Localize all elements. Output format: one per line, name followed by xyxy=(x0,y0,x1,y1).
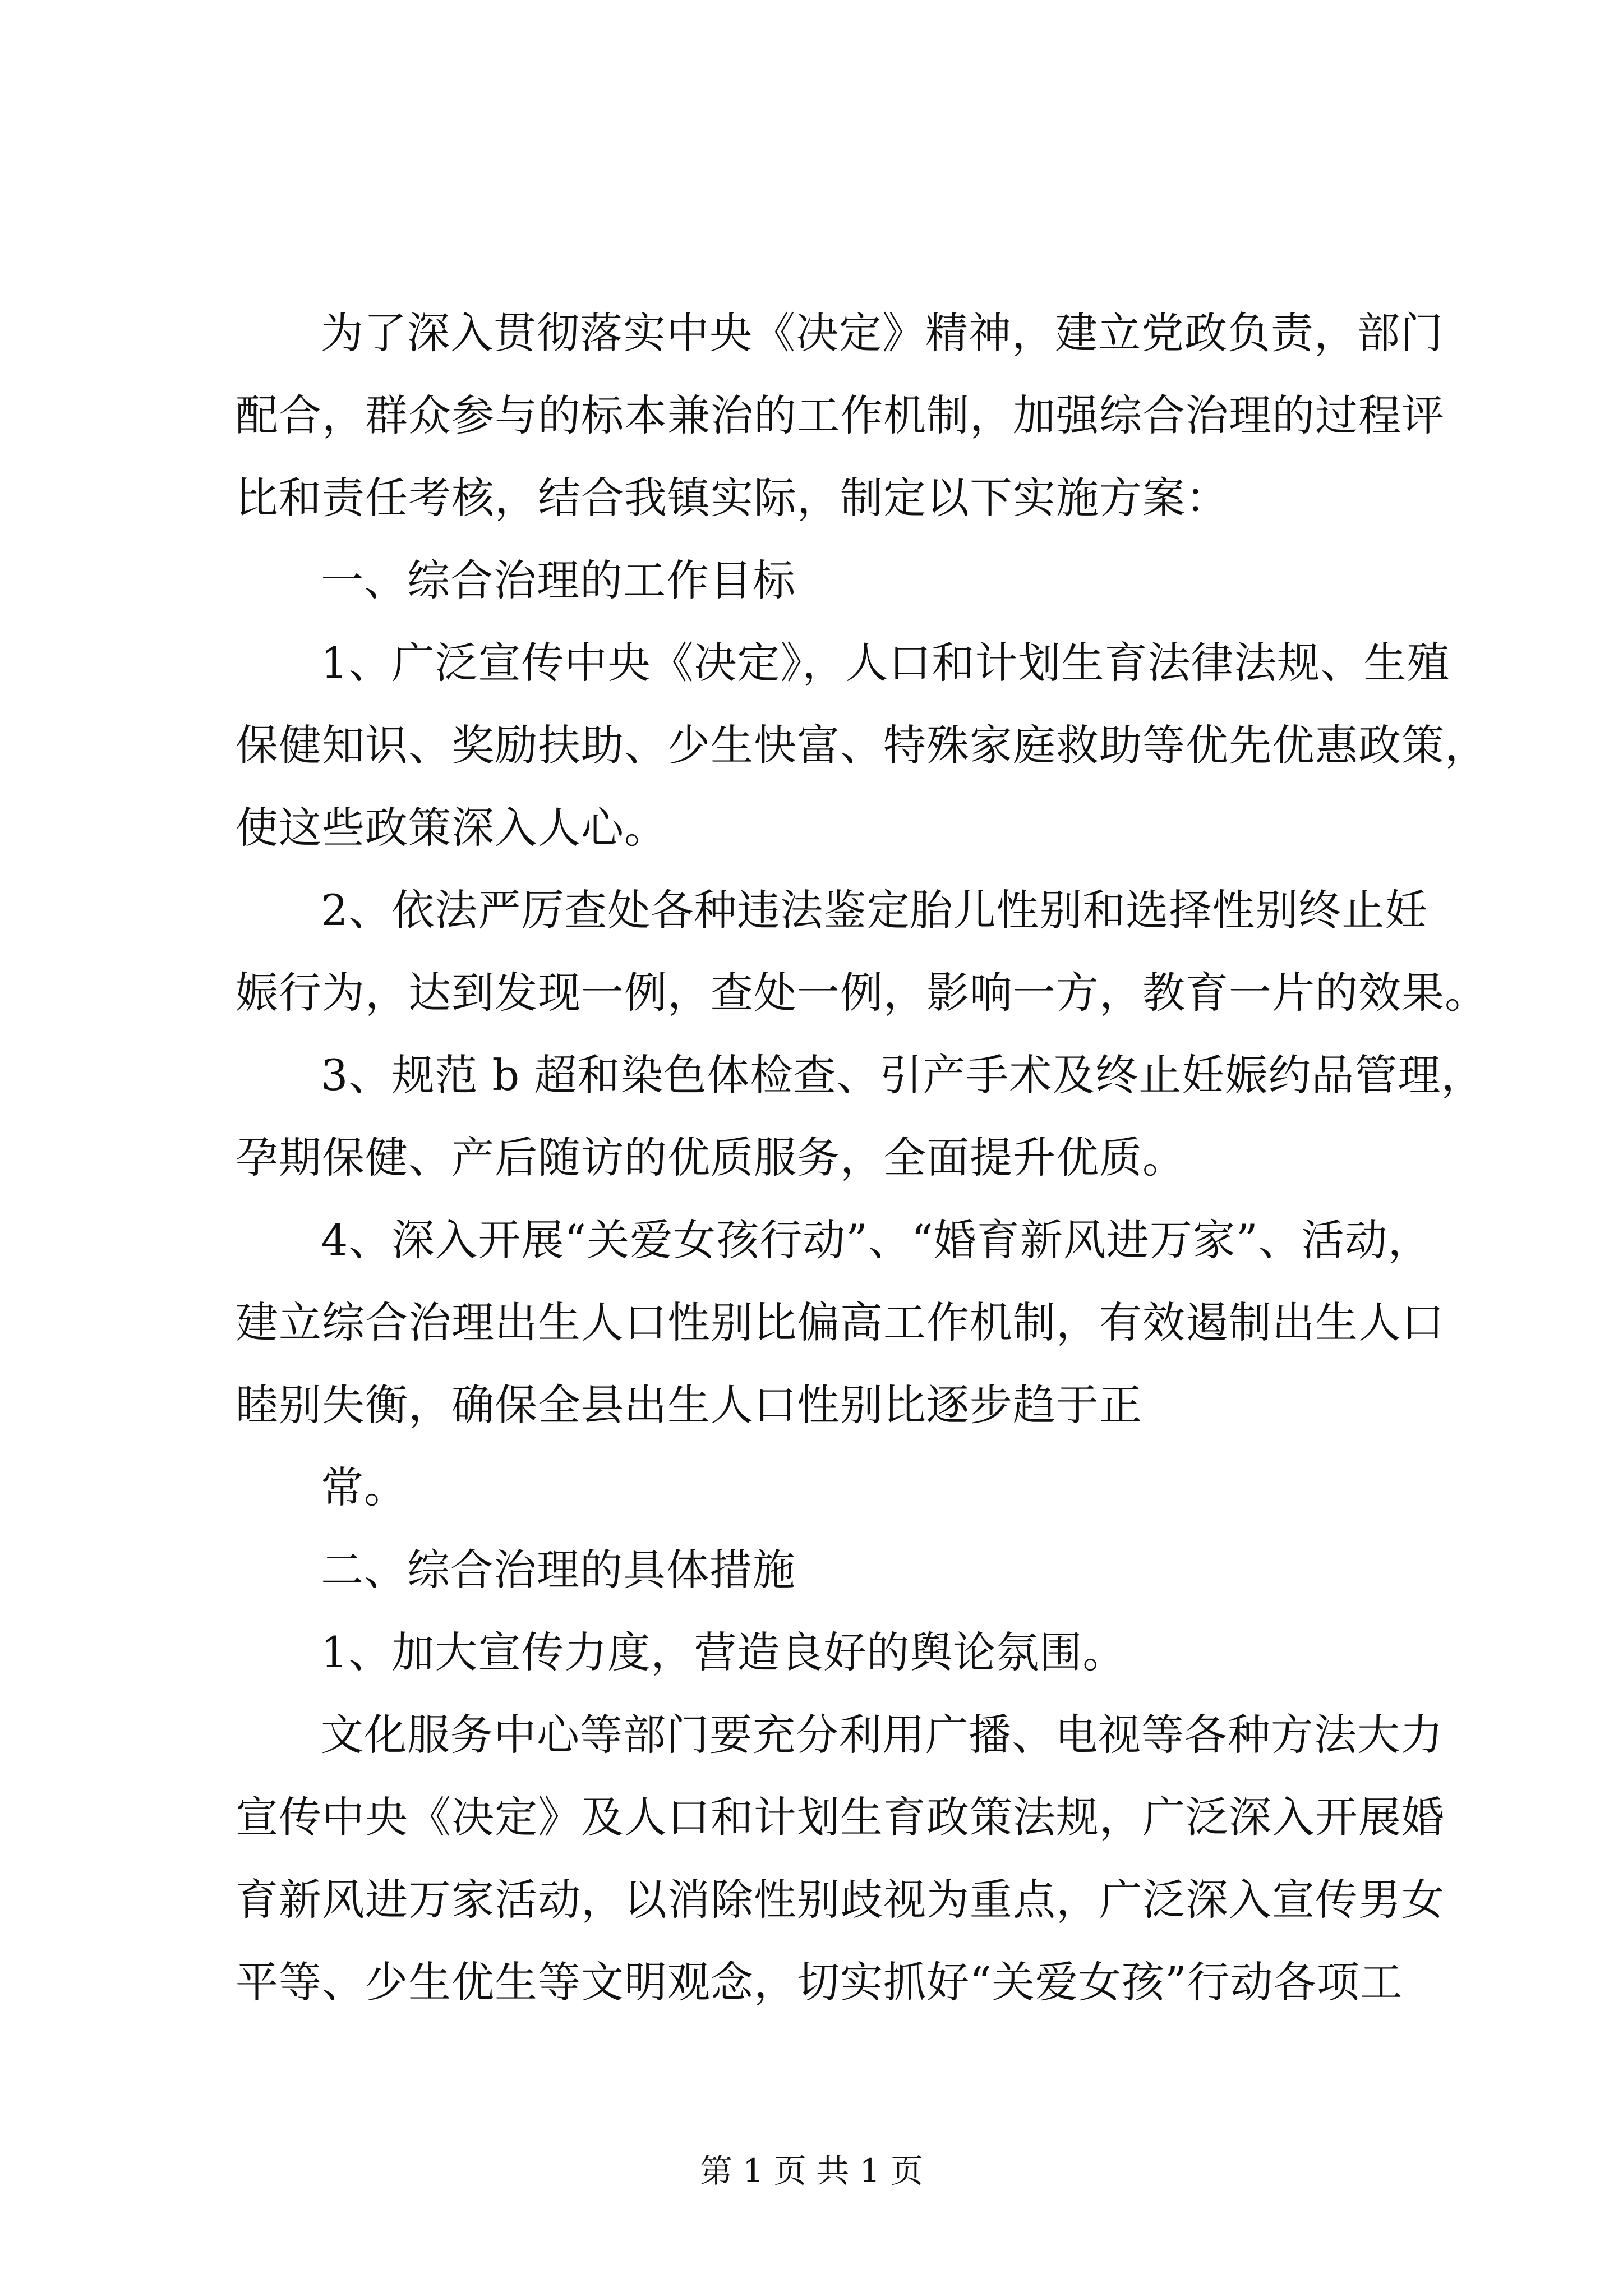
text-line: 一、综合治理的工作目标 xyxy=(321,555,796,605)
text-line: 3、规范 b 超和染色体检查、引产手术及终止妊娠约品管理， xyxy=(321,1050,1484,1100)
text-line: 配合，群众参与的标本兼治的工作机制，加强综合治理的过程评 xyxy=(236,390,1445,440)
text-line: 常。 xyxy=(321,1462,407,1512)
text-line: 宣传中央《决定》及人口和计划生育政策法规，广泛深入开展婚 xyxy=(236,1792,1445,1842)
text-line: 睦别失衡，确保全县出生人口性别比逐步趋于正 xyxy=(236,1380,1142,1430)
text-line: 1、加大宣传力度，营造良好的舆论氛围。 xyxy=(321,1627,1126,1677)
text-line: 孕期保健、产后随访的优质服务，全面提升优质。 xyxy=(236,1133,1186,1182)
text-line: 育新风进万家活动，以消除性别歧视为重点，广泛深入宣传男女 xyxy=(236,1875,1445,1925)
text-line: 二、综合治理的具体措施 xyxy=(321,1545,796,1595)
text-line: 保健知识、奖励扶助、少生快富、特殊家庭救助等优先优惠政策， xyxy=(236,720,1488,770)
text-line: 为了深入贯彻落实中央《决定》精神，建立党政负责，部门 xyxy=(321,308,1444,358)
text-line: 1、广泛宣传中央《决定》，人口和计划生育法律法规、生殖 xyxy=(321,638,1450,688)
text-line: 4、深入开展“关爱女孩行动”、“婚育新风进万家”、活动， xyxy=(321,1215,1431,1265)
page-footer: 第 1 页 共 1 页 xyxy=(700,2152,923,2190)
text-line: 2、依法严厉查处各种违法鉴定胎儿性别和选择性别终止妊 xyxy=(321,885,1428,935)
text-line: 娠行为，达到发现一例，查处一例，影响一方，教育一片的效果。 xyxy=(236,968,1488,1018)
text-line: 建立综合治理出生人口性别比偏高工作机制，有效遏制出生人口 xyxy=(236,1297,1445,1347)
text-line: 比和责任考核，结合我镇实际，制定以下实施方案： xyxy=(236,473,1229,523)
document-body xyxy=(236,292,1488,2023)
text-line: 文化服务中心等部门要充分利用广播、电视等各种方法大力 xyxy=(321,1710,1444,1760)
text-line: 平等、少生优生等文明观念，切实抓好“关爱女孩”行动各项工 xyxy=(236,1957,1403,2007)
text-line: 使这些政策深入人心。 xyxy=(236,803,667,853)
